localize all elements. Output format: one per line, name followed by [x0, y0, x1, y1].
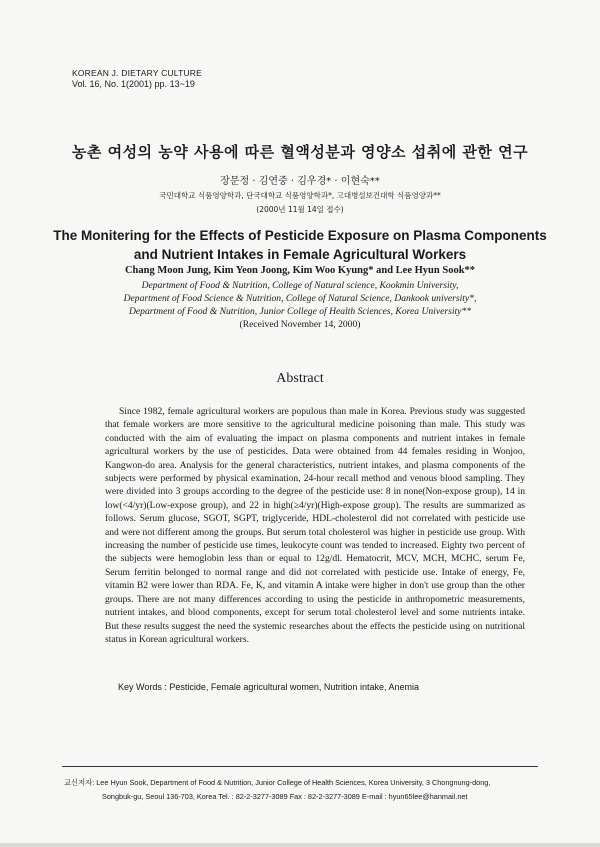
journal-name: KOREAN J. DIETARY CULTURE	[72, 68, 203, 78]
keywords-label: Key Words	[118, 682, 162, 692]
affiliation-line: Department of Food Science & Nutrition, College of Natural Science, Dankook university*,	[123, 292, 477, 304]
korean-received-date: (2000년 11월 14일 접수)	[256, 205, 344, 214]
page-edge	[0, 843, 600, 847]
korean-title: 농촌 여성의 농약 사용에 따른 혈액성분과 영양소 섭취에 관한 연구	[71, 143, 529, 161]
journal-header	[72, 68, 202, 90]
keywords	[118, 682, 419, 692]
english-authors: Chang Moon Jung, Kim Yeon Joong, Kim Woo Kyung* and Lee Hyun Sook**	[124, 265, 476, 276]
korean-authors: 장문정 · 김연중 · 김우경* · 이현숙**	[220, 176, 380, 187]
english-received-date: (Received November 14, 2000)	[239, 319, 361, 330]
korean-affiliations: 국민대학교 식품영양학과, 단국대학교 식품영양학과*, 고대병설보건대학 식품영양과**	[159, 191, 441, 200]
affiliation-line: Department of Food & Nutrition, Junior College of Health Sciences, Korea University**	[128, 305, 472, 317]
footnote-line2: Songbuk-gu, Seoul 136-703, Korea Tel. : 82-2-3277-3089 Fax : 82-2-3277-3089 E-mail : hyun65lee@hanmail.net	[102, 792, 468, 801]
footnote-divider	[62, 766, 538, 767]
corresponding-author-footnote	[64, 776, 544, 804]
english-affiliations	[0, 280, 600, 318]
english-title-line1: The Monitering for the Effects of Pesticide Exposure on Plasma Components	[53, 228, 547, 243]
abstract-body: Since 1982, female agricultural workers are populous than male in Korea. Previous study was suggested that female workers are more sensitive to the agricultural medicine poisoning than male. This study was conducted with the aim of evaluating the impact on plasma components and nutrient intakes in female agricultural workers by the use of pesticides. Data were obtained from 44 females residing in Wonjoo, Kangwon-do area. Analysis for the general characteristics, nutrient intakes, and plasma components of the subjects were performed by physical examination, 24-hour recall method and venous blood sampling. They were divided into 3 groups according to the degree of the pesticide use: 8 in none(Non-expose group), 14 in low(<4/yr)(Low-expose group), and 22 in high(≥4/yr)(High-expose group). The results are summarized as follows. Serum glucose, SGOT, SGPT, triglyceride, HDL-cholesterol did not correlated with pesticide use and were not different among the groups. But serum total cholesterol was higher in pesticide use group. With increasing the number of pesticide use times, leukocyte count was tended to increased. Eighty two percent of the subjects were hemoglobin less than or equal to 12g/dl. Hematocrit, MCV, MCH, MCHC, serum Fe, Serum ferritin belonged to normal range and did not correlated with pesticide use. Intake of energy, Fe, vitamin B2 were lower than RDA. Fe, K, and vitamin A intake were higher in don't use group than the other groups. There are not many differences according to using the pesticide in anthropometric measurements, nutrient intakes, and blood components, except for serum total cholesterol level and some nutrients intake. But these results suggest the need the systemic researches about the effects the pesticide using on nutritional status in Korean agricultural workers.	[105, 406, 525, 645]
english-title-line2: and Nutrient Intakes in Female Agricultural Workers	[133, 247, 467, 262]
english-title	[0, 226, 600, 264]
keywords-list: : Pesticide, Female agricultural women, Nutrition intake, Anemia	[161, 682, 419, 692]
affiliation-line: Department of Food & Nutrition, College of Natural science, Kookmin University,	[141, 280, 459, 291]
footnote-line1: 교신저자: Lee Hyun Sook, Department of Food & Nutrition, Junior College of Health Sciences, Korea University, 3 Chongnung-dong,	[64, 778, 491, 787]
journal-volume: Vol. 16, No. 1(2001) pp. 13~19	[72, 79, 195, 89]
abstract-heading: Abstract	[276, 371, 324, 386]
